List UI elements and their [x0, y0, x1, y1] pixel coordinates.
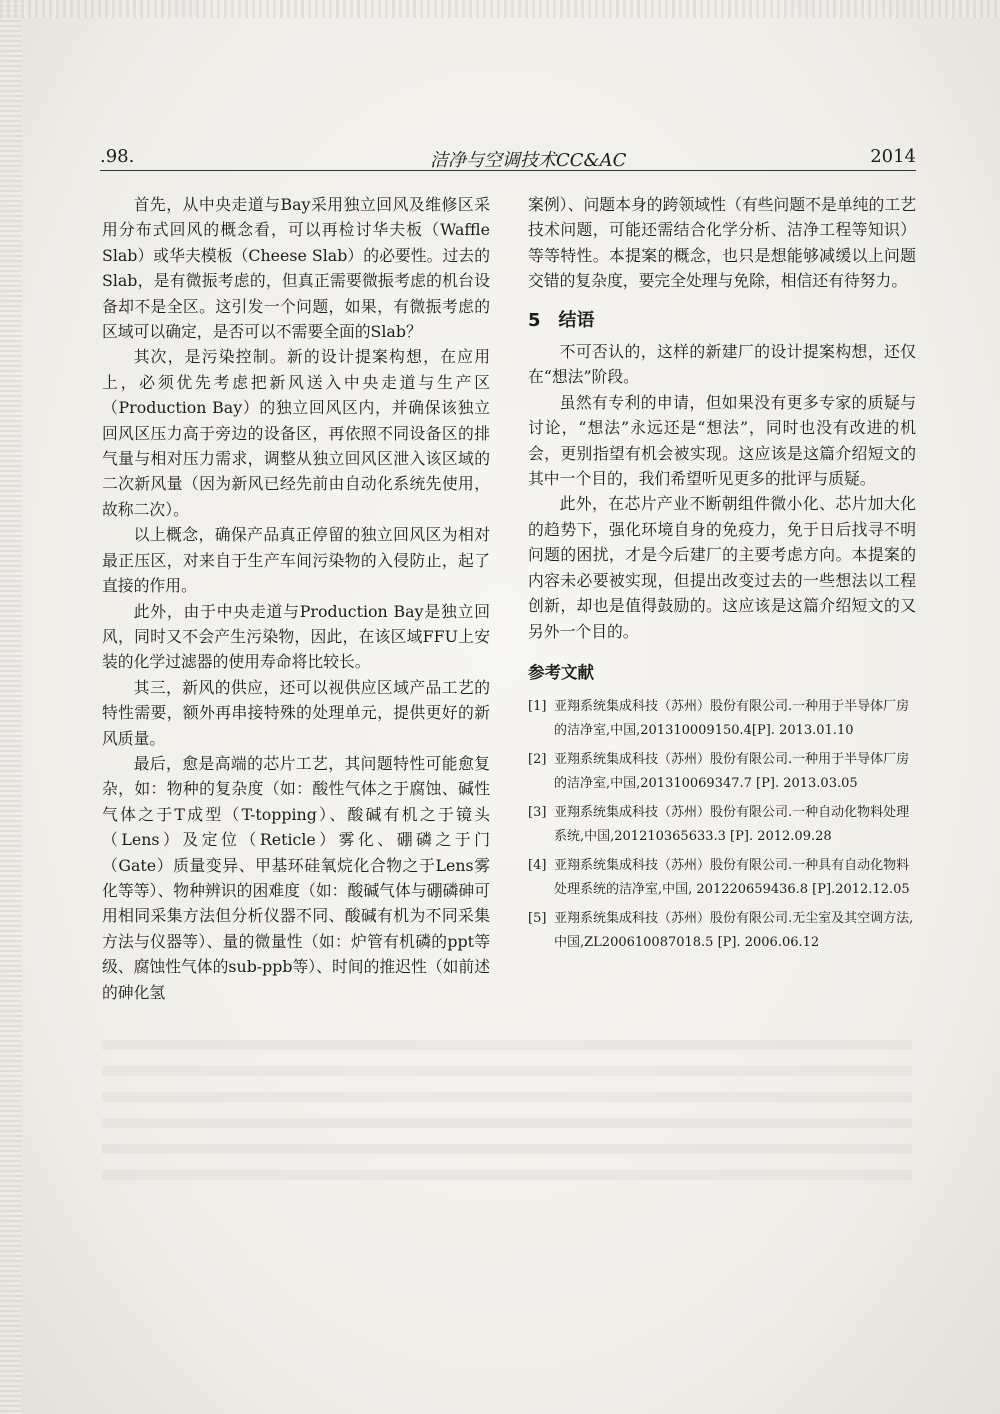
section-number: 5	[528, 309, 541, 331]
reference-text: 亚翔系统集成科技（苏州）股份有限公司.一种自动化物料处理系统,中国,201210365633.3 [P]. 2012.09.28	[554, 805, 910, 845]
scan-noise-left	[0, 0, 22, 1414]
paragraph-conclusion-2: 虽然有专利的申请，但如果没有更多专家的质疑与讨论，“想法”永远还是“想法”，同时也没有改进的机会，更别指望有机会被实现。这应该是这篇介绍短文的其中一个目的，我们希望听见更多的批评与质疑。	[528, 392, 916, 489]
reference-number: [5]	[528, 911, 547, 927]
paragraph-conclusion-1: 不可否认的，这样的新建厂的设计提案构想，还仅在“想法”阶段。	[528, 342, 916, 387]
paragraph-fresh-air: 其三，新风的供应，还可以视供应区域产品工艺的特性需要，额外再串接特殊的处理单元，提供更好的新风质量。	[102, 677, 490, 748]
reference-item	[528, 854, 916, 902]
reference-item	[528, 748, 916, 796]
bleed-through-shadow	[102, 1040, 912, 1180]
reference-number: [3]	[528, 805, 547, 821]
paragraph-slab: 首先，从中央走道与Bay采用独立回风及维修区采用分布式回风的概念看，可以再检讨华夫板（Waffle Slab）或华夫模板（Cheese Slab）的必要性。过去的Slab，是有微振考虑的，但真正需要微振考虑的机台设备却不是全区。这引发一个问题，如果，有微振考虑的区域可以确定，是否可以不需要全面的Slab？	[102, 195, 490, 342]
reference-text: 亚翔系统集成科技（苏州）股份有限公司.无尘室及其空调方法,中国,ZL200610087018.5 [P]. 2006.06.12	[554, 911, 914, 951]
left-column	[102, 192, 490, 1005]
paragraph-positive-pressure: 以上概念，确保产品真正停留的独立回风区为相对最正压区，对来自于生产车间污染物的入侵防止，起了直接的作用。	[102, 525, 490, 596]
section-title: 结语	[558, 309, 595, 331]
reference-text: 亚翔系统集成科技（苏州）股份有限公司.一种具有自动化物料处理系统的洁净室,中国, 201220659436.8 [P].2012.12.05	[554, 858, 910, 898]
reference-text: 亚翔系统集成科技（苏州）股份有限公司.一种用于半导体厂房的洁净室,中国,201310009150.4[P]. 2013.01.10	[554, 699, 910, 739]
running-header	[100, 142, 916, 172]
page-number: .98.	[100, 146, 135, 167]
paragraph-complexity: 最后，愈是高端的芯片工艺，其问题特性可能愈复杂，如：物种的复杂度（如：酸性气体之于腐蚀、碱性气体之于T成型（T-topping）、酸碱有机之于镜头（Lens）及定位（Reticle）雾化、硼磷之于门（Gate）质量变异、甲基环硅氧烷化合物之于Lens雾化等等）、物种辨识的困难度（如：酸碱气体与硼磷砷可用相同采集方法但分析仪器不同、酸碱有机为不同采集方法与仪器等）、量的微量性（如：炉管有机磷的ppt等级、腐蚀性气体的sub-ppb等）、时间的推迟性（如前述的砷化氢	[102, 753, 490, 1002]
reference-list	[528, 695, 916, 955]
header-rule	[100, 170, 916, 171]
journal-title: 洁净与空调技术CC&AC	[430, 150, 627, 171]
paragraph-conclusion-3: 此外，在芯片产业不断朝组件微小化、芯片加大化的趋势下，强化环境自身的免疫力，免于日后找寻不明问题的困扰，才是今后建厂的主要考虑方向。本提案的内容未必要被实现，但提出改变过去的一些想法以工程创新，却也是值得鼓励的。这应该是这篇介绍短文的又另外一个目的。	[528, 494, 916, 641]
paragraph-contamination: 其次，是污染控制。新的设计提案构想，在应用上，必须优先考虑把新风送入中央走道与生产区（Production Bay）的独立回风区内，并确保该独立回风区压力高于旁边的设备区，再依照不同设备区的排气量与相对压力需求，调整从独立回风区泄入该区域的二次新风量（因为新风已经先前由自动化系统先使用，故称二次）。	[102, 347, 490, 519]
reference-item	[528, 907, 916, 955]
reference-item	[528, 801, 916, 849]
reference-text: 亚翔系统集成科技（苏州）股份有限公司.一种用于半导体厂房的洁净室,中国,201310069347.7 [P]. 2013.03.05	[554, 752, 910, 792]
paragraph-ffu: 此外，由于中央走道与Production Bay是独立回风，同时又不会产生污染物，因此，在该区域FFU上安装的化学过滤器的使用寿命将比较长。	[102, 601, 490, 672]
reference-number: [1]	[528, 699, 547, 715]
references-heading: 参考文献	[528, 662, 594, 682]
reference-number: [4]	[528, 858, 547, 874]
section-heading	[528, 308, 916, 333]
reference-item	[528, 695, 916, 743]
right-column	[528, 192, 916, 960]
paragraph-continued: 案例）、问题本身的跨领域性（有些问题不是单纯的工艺技术问题，可能还需结合化学分析、洁净工程等知识）等等特性。本提案的概念，也只是想能够减缓以上问题交错的复杂度，要完全处理与免除，相信还有待努力。	[528, 195, 916, 291]
scan-noise-top	[0, 0, 1000, 18]
issue-year: 2014	[870, 146, 916, 167]
reference-number: [2]	[528, 752, 547, 768]
